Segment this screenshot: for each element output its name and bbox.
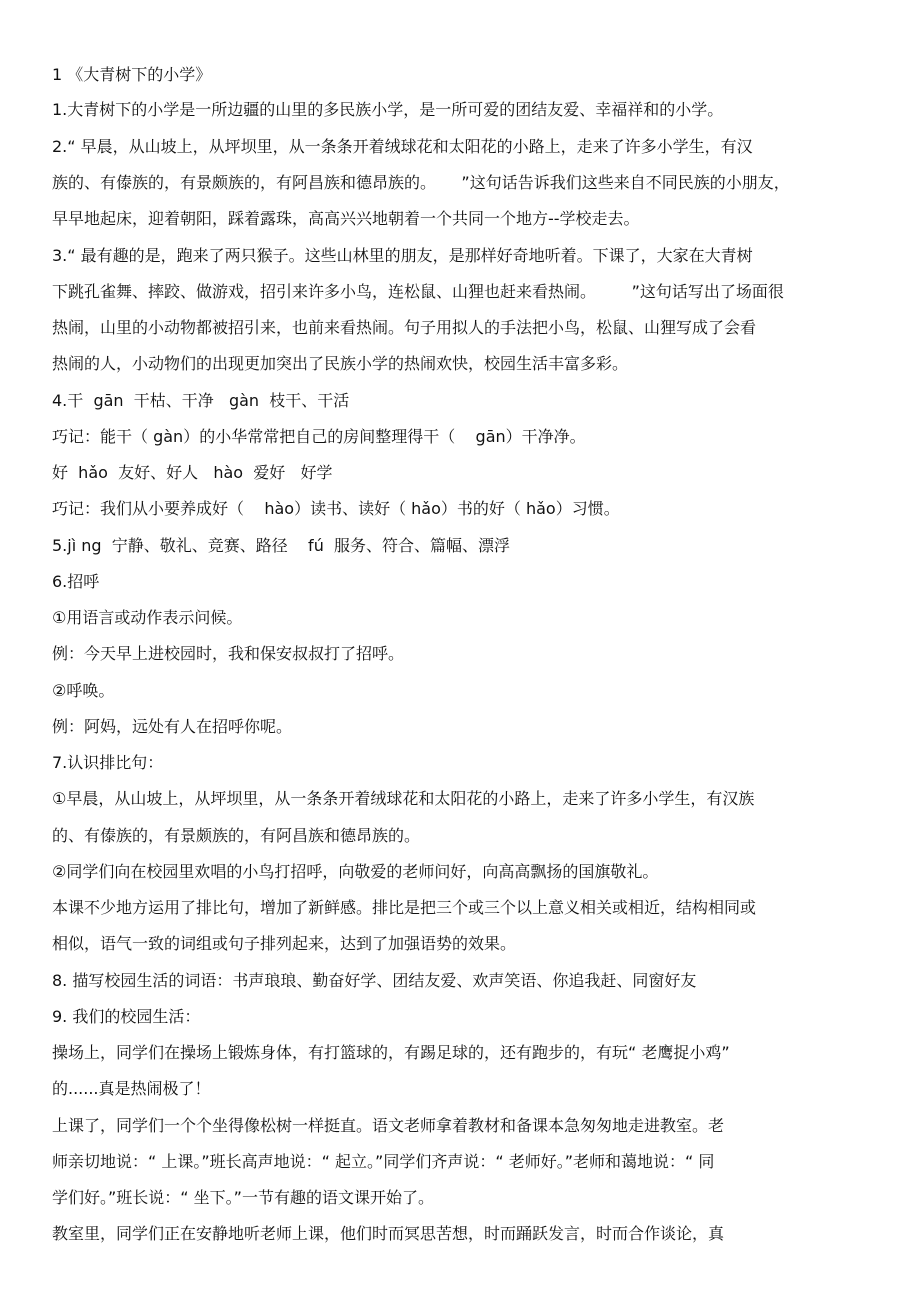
point-4-hao: 好 hǎo 友好、好人 hào 爱好 好学 xyxy=(52,463,333,482)
point-2-line-3: 早早地起床，迎着朝阳，踩着露珠，高高兴兴地朝着一个共同一个地方--学校走去。 xyxy=(52,209,640,228)
point-7-explanation-1: 本课不少地方运用了排比句，增加了新鲜感。排比是把三个或三个以上意义相关或相近，结构相同或 xyxy=(52,898,757,917)
point-7-example-1a: ①早晨，从山坡上，从坪坝里，从一条条开着绒球花和太阳花的小路上，走来了许多小学生，有汉族 xyxy=(52,789,755,808)
point-6-meaning-1: ①用语言或动作表示问候。 xyxy=(52,608,243,627)
point-3-line-1: 3.“ 最有趣的是，跑来了两只猴子。这些山林里的朋友，是那样好奇地听着。下课了，大家在大青树 xyxy=(52,246,753,265)
point-2-line-2: 族的、有傣族的，有景颇族的，有阿昌族和德昂族的。 ”这句话告诉我们这些来自不同民族的小朋友， xyxy=(52,173,790,192)
point-4-hao-mnemonic: 巧记：我们从小要养成好（ hào）读书、读好（ hǎo）书的好（ hǎo）习惯。 xyxy=(52,499,620,518)
point-9-class-2: 师亲切地说：“ 上课。”班长高声地说：“ 起立。”同学们齐声说：“ 老师好。”老师和蔼地说：“ 同 xyxy=(52,1152,715,1171)
lesson-title: 1 《大青树下的小学》 xyxy=(52,65,212,84)
point-3-line-4: 热闹的人，小动物们的出现更加突出了民族小学的热闹欢快，校园生活丰富多彩。 xyxy=(52,354,629,373)
point-3-line-2: 下跳孔雀舞、摔跤、做游戏，招引来许多小鸟，连松鼠、山狸也赶来看热闹。 ”这句话写出了场面很 xyxy=(52,282,784,301)
point-6-example-2: 例：阿妈，远处有人在招呼你呢。 xyxy=(52,717,293,736)
point-6-meaning-2: ②呼唤。 xyxy=(52,681,115,700)
point-7-example-1b: 的、有傣族的，有景颇族的，有阿昌族和德昂族的。 xyxy=(52,826,421,845)
point-3-line-3: 热闹，山里的小动物都被招引来，也前来看热闹。句子用拟人的手法把小鸟，松鼠、山狸写成了会看 xyxy=(52,318,757,337)
point-4-gan-mnemonic: 巧记：能干（ gàn）的小华常常把自己的房间整理得干（ gān）干净净。 xyxy=(52,427,586,446)
point-9-classroom-1: 教室里，同学们正在安静地听老师上课，他们时而冥思苦想，时而踊跃发言，时而合作谈论，真 xyxy=(52,1224,725,1243)
point-9-class-1: 上课了，同学们一个个坐得像松树一样挺直。语文老师拿着教材和备课本急匆匆地走进教室。老 xyxy=(52,1116,725,1135)
point-6-example-1: 例：今天早上进校园时，我和保安叔叔打了招呼。 xyxy=(52,644,405,663)
point-1: 1.大青树下的小学是一所边疆的山里的多民族小学，是一所可爱的团结友爱、幸福祥和的小学。 xyxy=(52,100,724,119)
point-8: 8. 描写校园生活的词语：书声琅琅、勤奋好学、团结友爱、欢声笑语、你追我赶、同窗好友 xyxy=(52,971,697,990)
point-5: 5.jì ng 宁静、敬礼、竞赛、路径 fú 服务、符合、篇幅、漂浮 xyxy=(52,536,511,555)
point-9-heading: 9. 我们的校园生活： xyxy=(52,1007,201,1026)
point-4-gan: 4.干 gān 干枯、干净 gàn 枝干、干活 xyxy=(52,391,350,410)
point-7-explanation-2: 相似，语气一致的词组或句子排列起来，达到了加强语势的效果。 xyxy=(52,934,517,953)
point-9-class-3: 学们好。”班长说：“ 坐下。”一节有趣的语文课开始了。 xyxy=(52,1188,434,1207)
point-9-playground-1: 操场上，同学们在操场上锻炼身体，有打篮球的，有踢足球的，还有跑步的，有玩“ 老鹰捉小鸡” xyxy=(52,1043,730,1062)
point-6-heading: 6.招呼 xyxy=(52,572,100,591)
point-9-playground-2: 的......真是热闹极了！ xyxy=(52,1079,211,1098)
point-7-example-2: ②同学们向在校园里欢唱的小鸟打招呼，向敬爱的老师问好，向高高飘扬的国旗敬礼。 xyxy=(52,862,659,881)
point-2-line-1: 2.“ 早晨，从山坡上，从坪坝里，从一条条开着绒球花和太阳花的小路上，走来了许多小学生，有汉 xyxy=(52,137,753,156)
point-7-heading: 7.认识排比句： xyxy=(52,753,164,772)
